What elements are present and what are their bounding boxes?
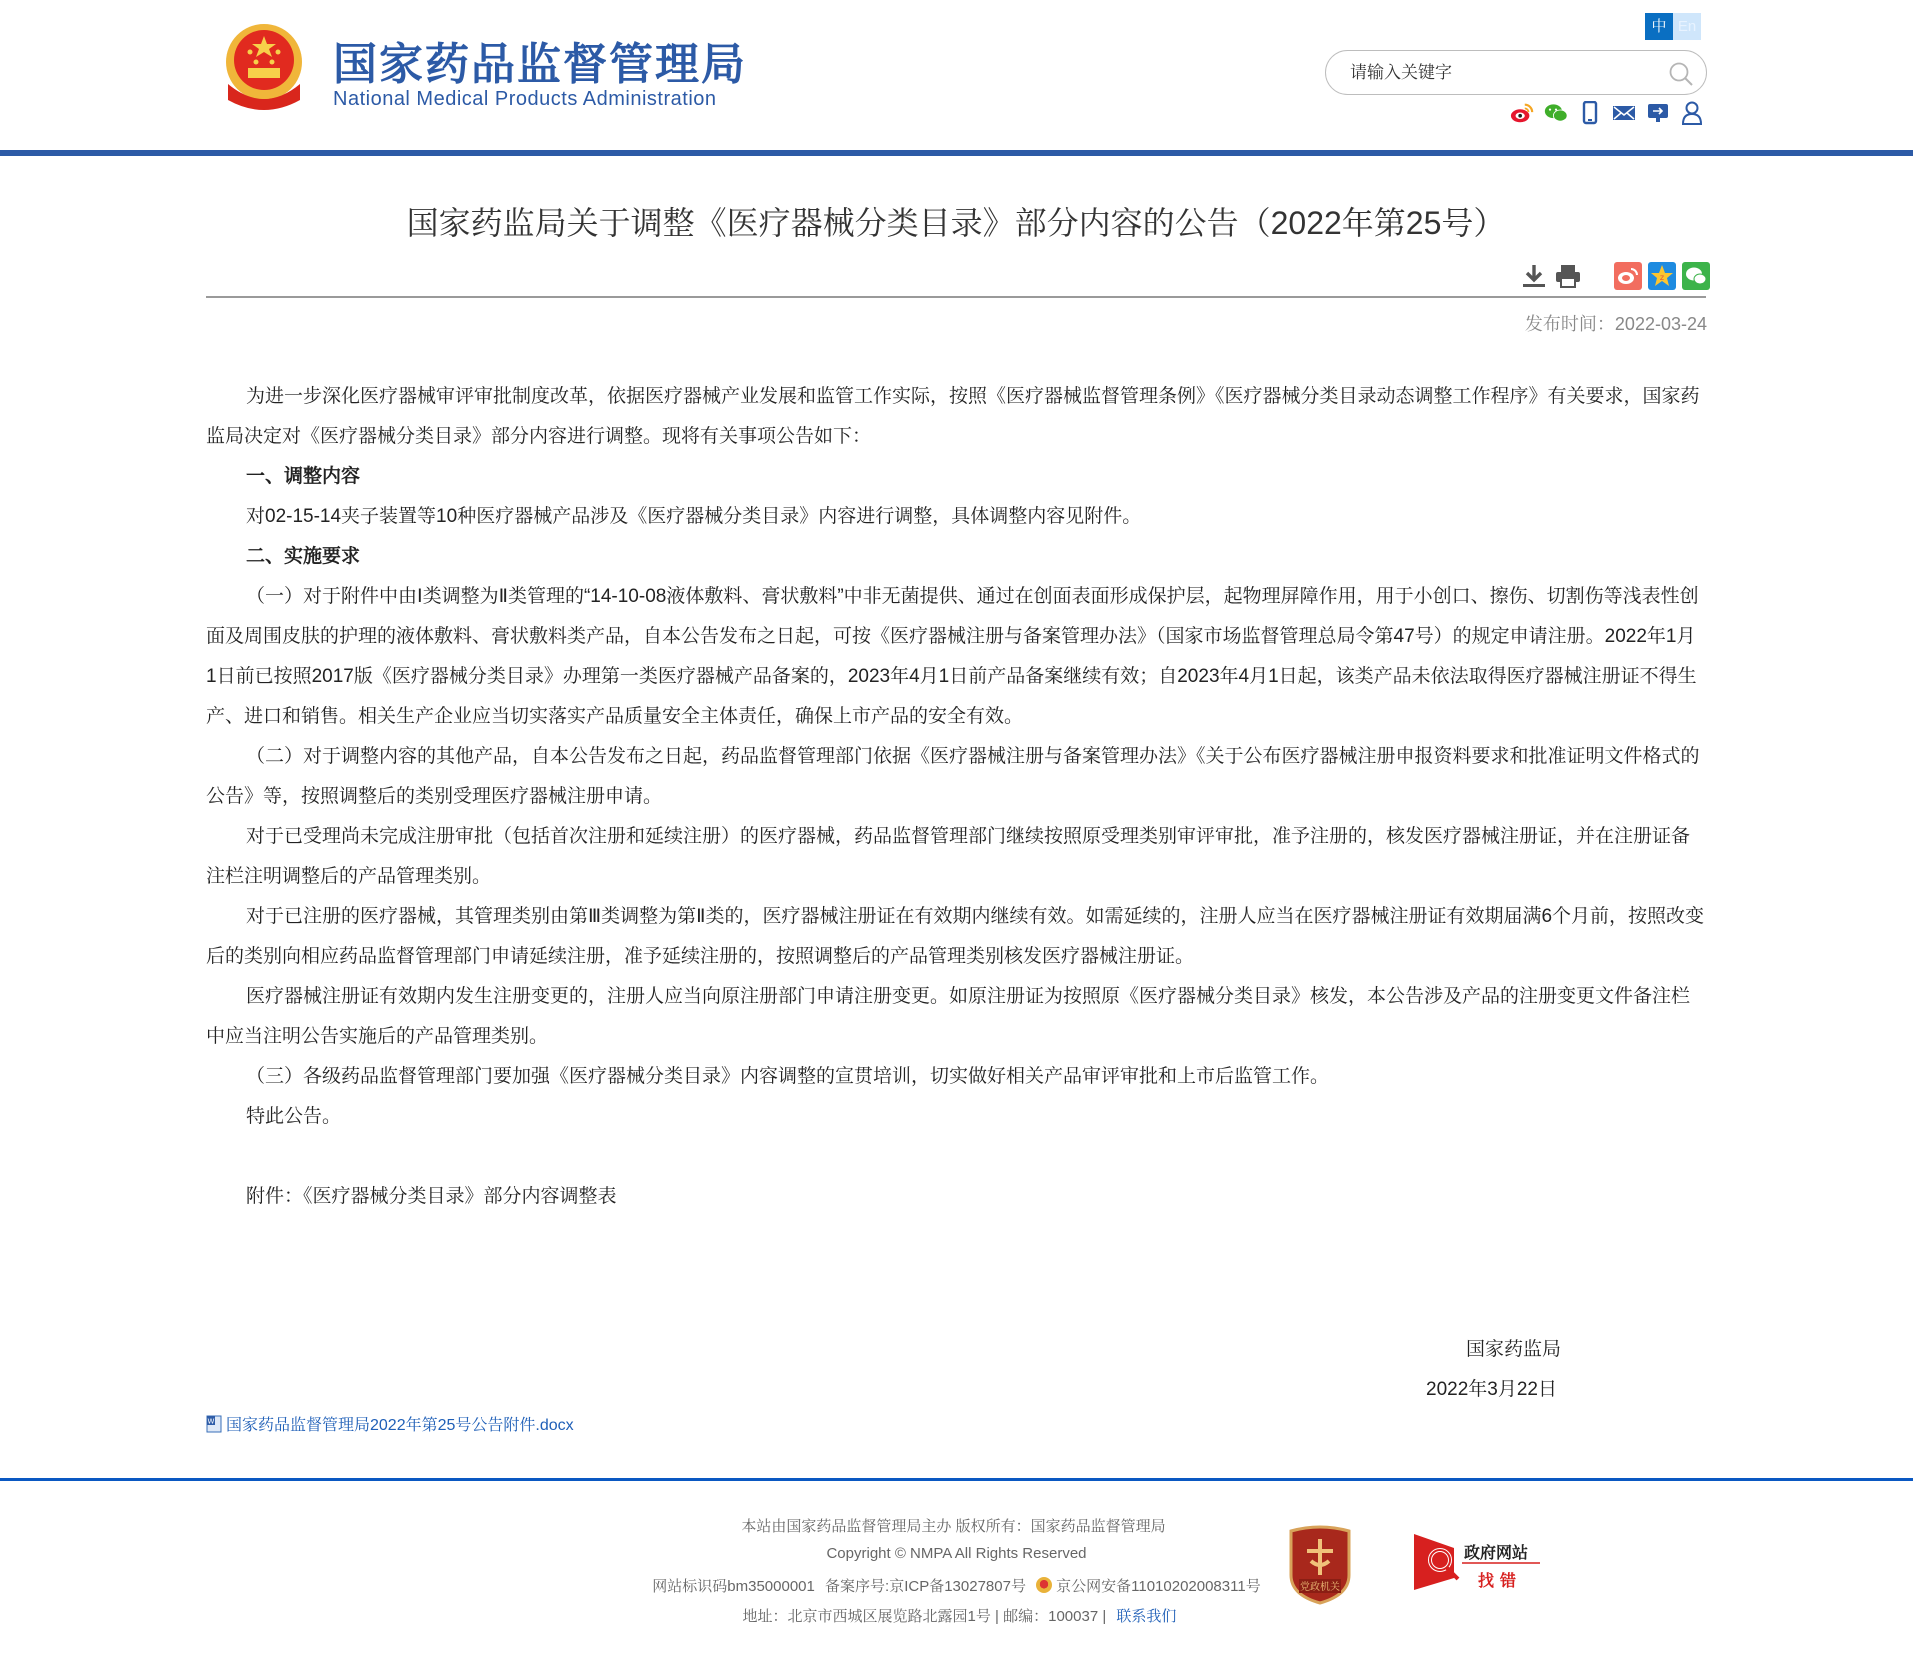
- word-document-icon: [206, 1415, 222, 1433]
- article-tools: [1520, 262, 1710, 290]
- heading-adjustment-content: 一、调整内容: [246, 466, 361, 487]
- footer-sponsor: 本站由国家药品监督管理局主办 版权所有：国家药品监督管理局: [741, 1518, 1166, 1535]
- header-divider: [0, 150, 1913, 156]
- paragraph-item-1: （一）对于附件中由Ⅰ类调整为Ⅱ类管理的“14-10-08液体敷料、膏状敷料”中非无菌提供、通过在创面表面形成保护层，起物理屏障作用，用于小创口、擦伤、切割伤等浅表性创面及周围皮肤的护理的液体敷料、膏状敷料类产品，自本公告发布之日起，可按《医疗器械注册与备案管理办法》（国家市场监督管理总局令第47号）的规定申请注册。2022年1月1日前已按照2017版《医疗器械分类目录》办理第一类医疗器械产品备案的，2023年4月1日前产品备案继续有效；自2023年4月1日起，该类产品未依法取得医疗器械注册证不得生产、进口和销售。相关生产企业应当切实落实产品质量安全主体责任，确保上市产品的安全有效。: [206, 586, 1699, 727]
- search-input[interactable]: [1350, 59, 1650, 87]
- signature-date: 2022年3月22日: [1426, 1379, 1557, 1400]
- article-body: [206, 377, 1706, 1217]
- social-links: [1510, 100, 1704, 126]
- site-header: [0, 0, 1913, 150]
- footer-address: 地址：北京市西城区展览路北露园1号 | 邮编：100037 |: [742, 1608, 1107, 1625]
- icp-link[interactable]: 备案序号:京ICP备13027807号: [825, 1578, 1026, 1595]
- footer-copyright: Copyright © NMPA All Rights Reserved: [826, 1545, 1087, 1562]
- mail-icon[interactable]: [1612, 100, 1636, 126]
- site-code: 网站标识码bm35000001: [652, 1578, 815, 1595]
- paragraph-intro: 为进一步深化医疗器械审评审批制度改革，依据医疗器械产业发展和监管工作实际，按照《医疗器械监督管理条例》《医疗器械分类目录动态调整工作程序》有关要求，国家药监局决定对《医疗器械分类目录》部分内容进行调整。现将有关事项公告如下：: [206, 386, 1700, 447]
- article-title: 国家药监局关于调整《医疗器械分类目录》部分内容的公告（2022年第25号）: [406, 205, 1506, 241]
- national-emblem-icon[interactable]: [220, 22, 308, 112]
- contact-us-link[interactable]: 联系我们: [1116, 1608, 1177, 1625]
- gov-site-error-report-badge[interactable]: [1412, 1532, 1542, 1592]
- svg-text:W: W: [207, 1417, 215, 1425]
- police-record[interactable]: [1036, 1578, 1261, 1595]
- heading-implementation: 二、实施要求: [246, 546, 361, 567]
- site-title-cn[interactable]: 国家药品监督管理局: [333, 40, 747, 89]
- party-government-badge-icon[interactable]: [1287, 1525, 1353, 1605]
- wechat-icon[interactable]: [1544, 100, 1568, 126]
- svg-text:z: z: [1659, 273, 1665, 282]
- attachment-filename[interactable]: 国家药品监督管理局2022年第25号公告附件.docx: [226, 1417, 574, 1434]
- weibo-icon[interactable]: [1510, 100, 1534, 126]
- paragraph-adjustment: 对02-15-14夹子装置等10种医疗器械产品涉及《医疗器械分类目录》内容进行调整，具体调整内容见附件。: [246, 506, 1142, 527]
- paragraph-registered: 对于已注册的医疗器械，其管理类别由第Ⅲ类调整为第Ⅱ类的，医疗器械注册证在有效期内继续有效。如需延续的，注册人应当在医疗器械注册证有效期届满6个月前，按照改变后的类别向相应药品监督管理部门申请延续注册，准予延续注册的，按照调整后的产品管理类别核发医疗器械注册证。: [206, 906, 1705, 967]
- search-box: [1325, 50, 1707, 95]
- wechat-share-icon[interactable]: [1682, 262, 1710, 290]
- title-divider: [206, 296, 1706, 298]
- svg-text:党政机关: 党政机关: [1300, 1582, 1340, 1593]
- paragraph-change: 医疗器械注册证有效期内发生注册变更的，注册人应当向原注册部门申请注册变更。如原注册证为按照原《医疗器械分类目录》核发，本公告涉及产品的注册变更文件备注栏中应当注明公告实施后的产品管理类别。: [206, 986, 1691, 1047]
- publish-date: 发布时间：2022-03-24: [1524, 314, 1707, 334]
- search-icon[interactable]: [1668, 61, 1694, 87]
- weibo-share-icon[interactable]: [1614, 262, 1642, 290]
- footer-divider: [0, 1478, 1913, 1481]
- attachment-download-link[interactable]: [206, 1412, 574, 1435]
- footer-address-line: [0, 1605, 1913, 1626]
- signature-org: 国家药监局: [1466, 1339, 1562, 1360]
- lang-zh-button[interactable]: 中: [1645, 13, 1673, 40]
- user-icon[interactable]: [1680, 100, 1704, 126]
- police-record-text: 京公网安备11010202008311号: [1056, 1578, 1261, 1595]
- error-badge-top-text: 政府网站: [1464, 1545, 1529, 1562]
- qzone-share-icon[interactable]: [1648, 262, 1676, 290]
- download-icon[interactable]: [1520, 262, 1548, 290]
- print-icon[interactable]: [1554, 262, 1582, 290]
- screen-icon[interactable]: [1646, 100, 1670, 126]
- footer-registration: [0, 1575, 1913, 1596]
- paragraph-item-3: （三）各级药品监督管理部门要加强《医疗器械分类目录》内容调整的宣贯培训，切实做好相关产品审评审批和上市后监管工作。: [246, 1066, 1330, 1087]
- attachment-label: 附件：《医疗器械分类目录》部分内容调整表: [246, 1186, 617, 1207]
- paragraph-accepted: 对于已受理尚未完成注册审批（包括首次注册和延续注册）的医疗器械，药品监督管理部门继续按照原受理类别审评审批，准予注册的，核发医疗器械注册证，并在注册证备注栏注明调整后的产品管理类别。: [206, 826, 1691, 887]
- police-badge-icon: [1036, 1577, 1052, 1593]
- paragraph-item-2: （二）对于调整内容的其他产品，自本公告发布之日起，药品监督管理部门依据《医疗器械注册与备案管理办法》《关于公布医疗器械注册申报资料要求和批准证明文件格式的公告》等，按照调整后的类别受理医疗器械注册申请。: [206, 746, 1700, 807]
- language-switch: [1645, 13, 1701, 40]
- site-title-en[interactable]: National Medical Products Administration: [333, 88, 717, 110]
- lang-en-button[interactable]: En: [1673, 13, 1701, 40]
- error-badge-bottom-text: 找错: [1478, 1573, 1523, 1590]
- mobile-icon[interactable]: [1578, 100, 1602, 126]
- paragraph-closing: 特此公告。: [246, 1106, 342, 1127]
